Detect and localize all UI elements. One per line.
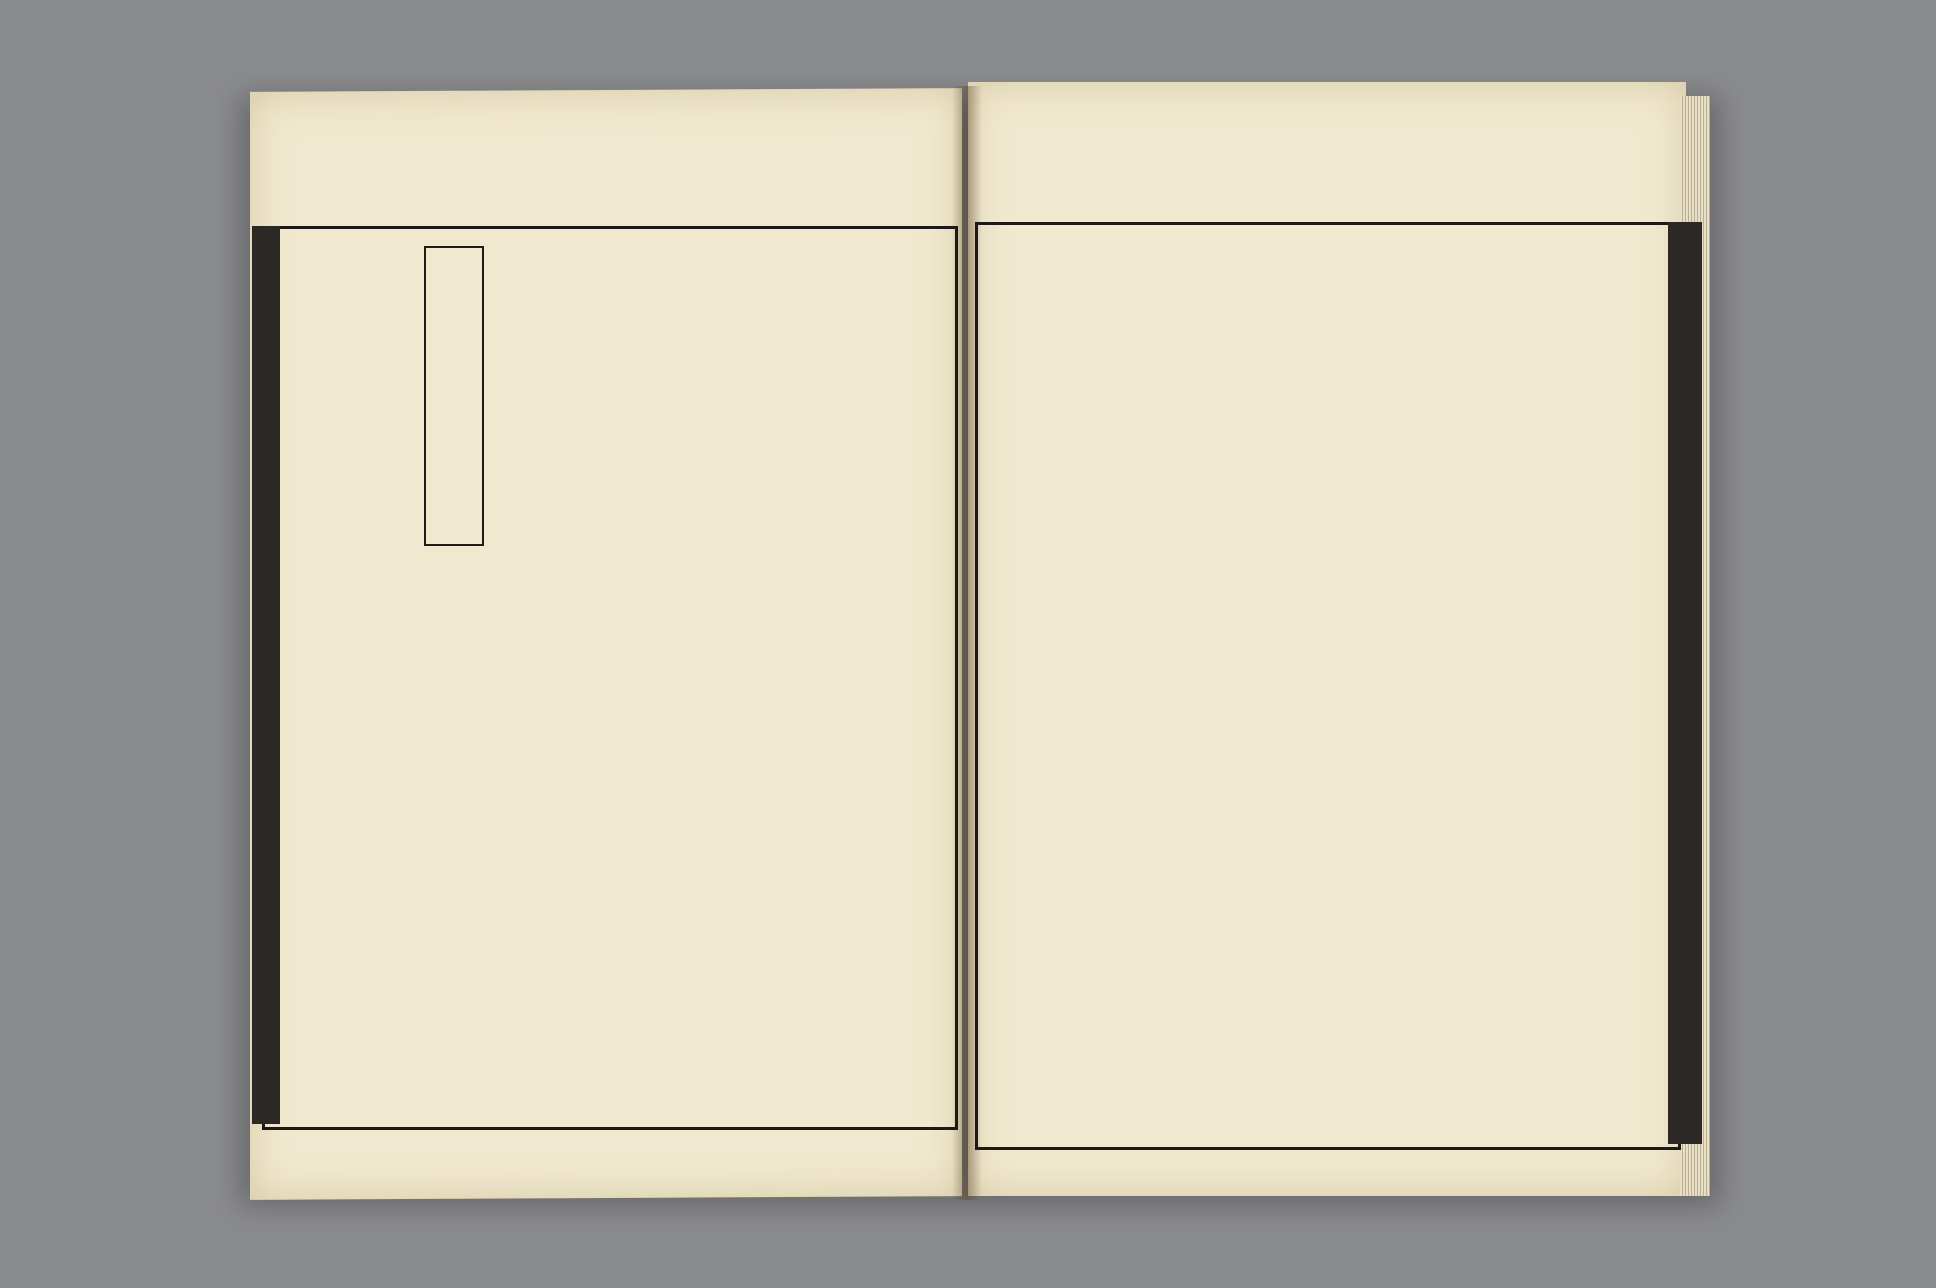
left-center-column [252,226,280,1124]
right-text-frame [975,222,1681,1150]
right-center-column [1668,222,1702,1144]
left-text-frame [262,226,958,1130]
chapter-title-box [424,246,484,546]
